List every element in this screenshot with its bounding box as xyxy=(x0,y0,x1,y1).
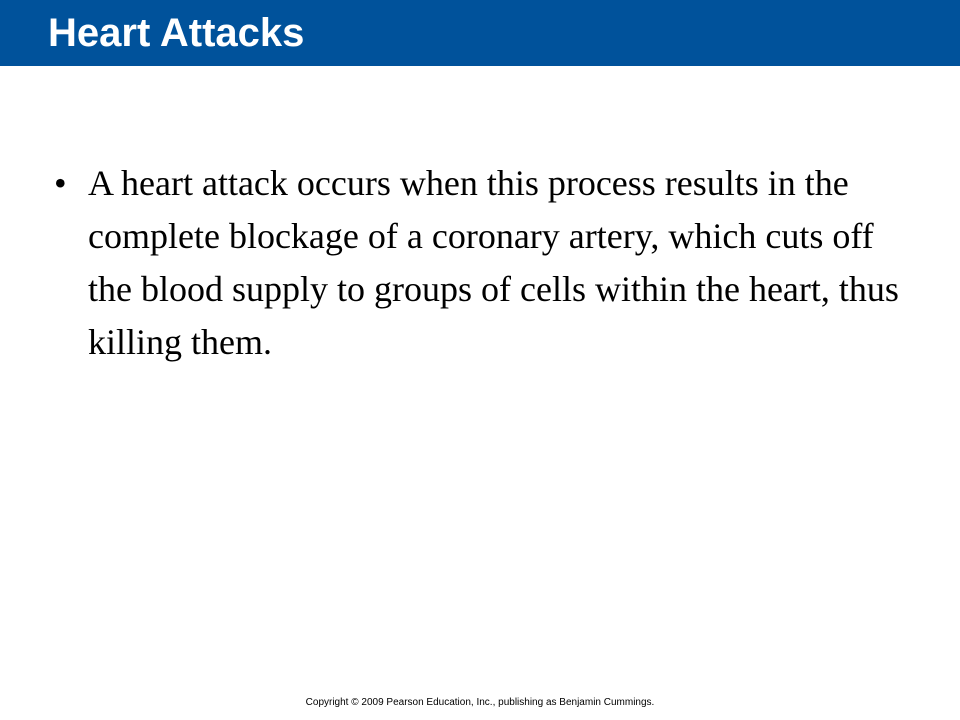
copyright-notice: Copyright © 2009 Pearson Education, Inc., publishing as Benjamin Cummings. xyxy=(305,697,655,708)
slide-title: Heart Attacks xyxy=(48,11,305,55)
bullet-item xyxy=(52,157,912,369)
bullet-text: A heart attack occurs when this process results in the complete blockage of a coronary artery, which cuts off the blood supply to groups of cells within the heart, thus killing them. xyxy=(88,163,899,362)
bullet-dot-icon: • xyxy=(54,163,67,203)
title-bar xyxy=(0,0,960,66)
bullet-list xyxy=(52,157,912,369)
